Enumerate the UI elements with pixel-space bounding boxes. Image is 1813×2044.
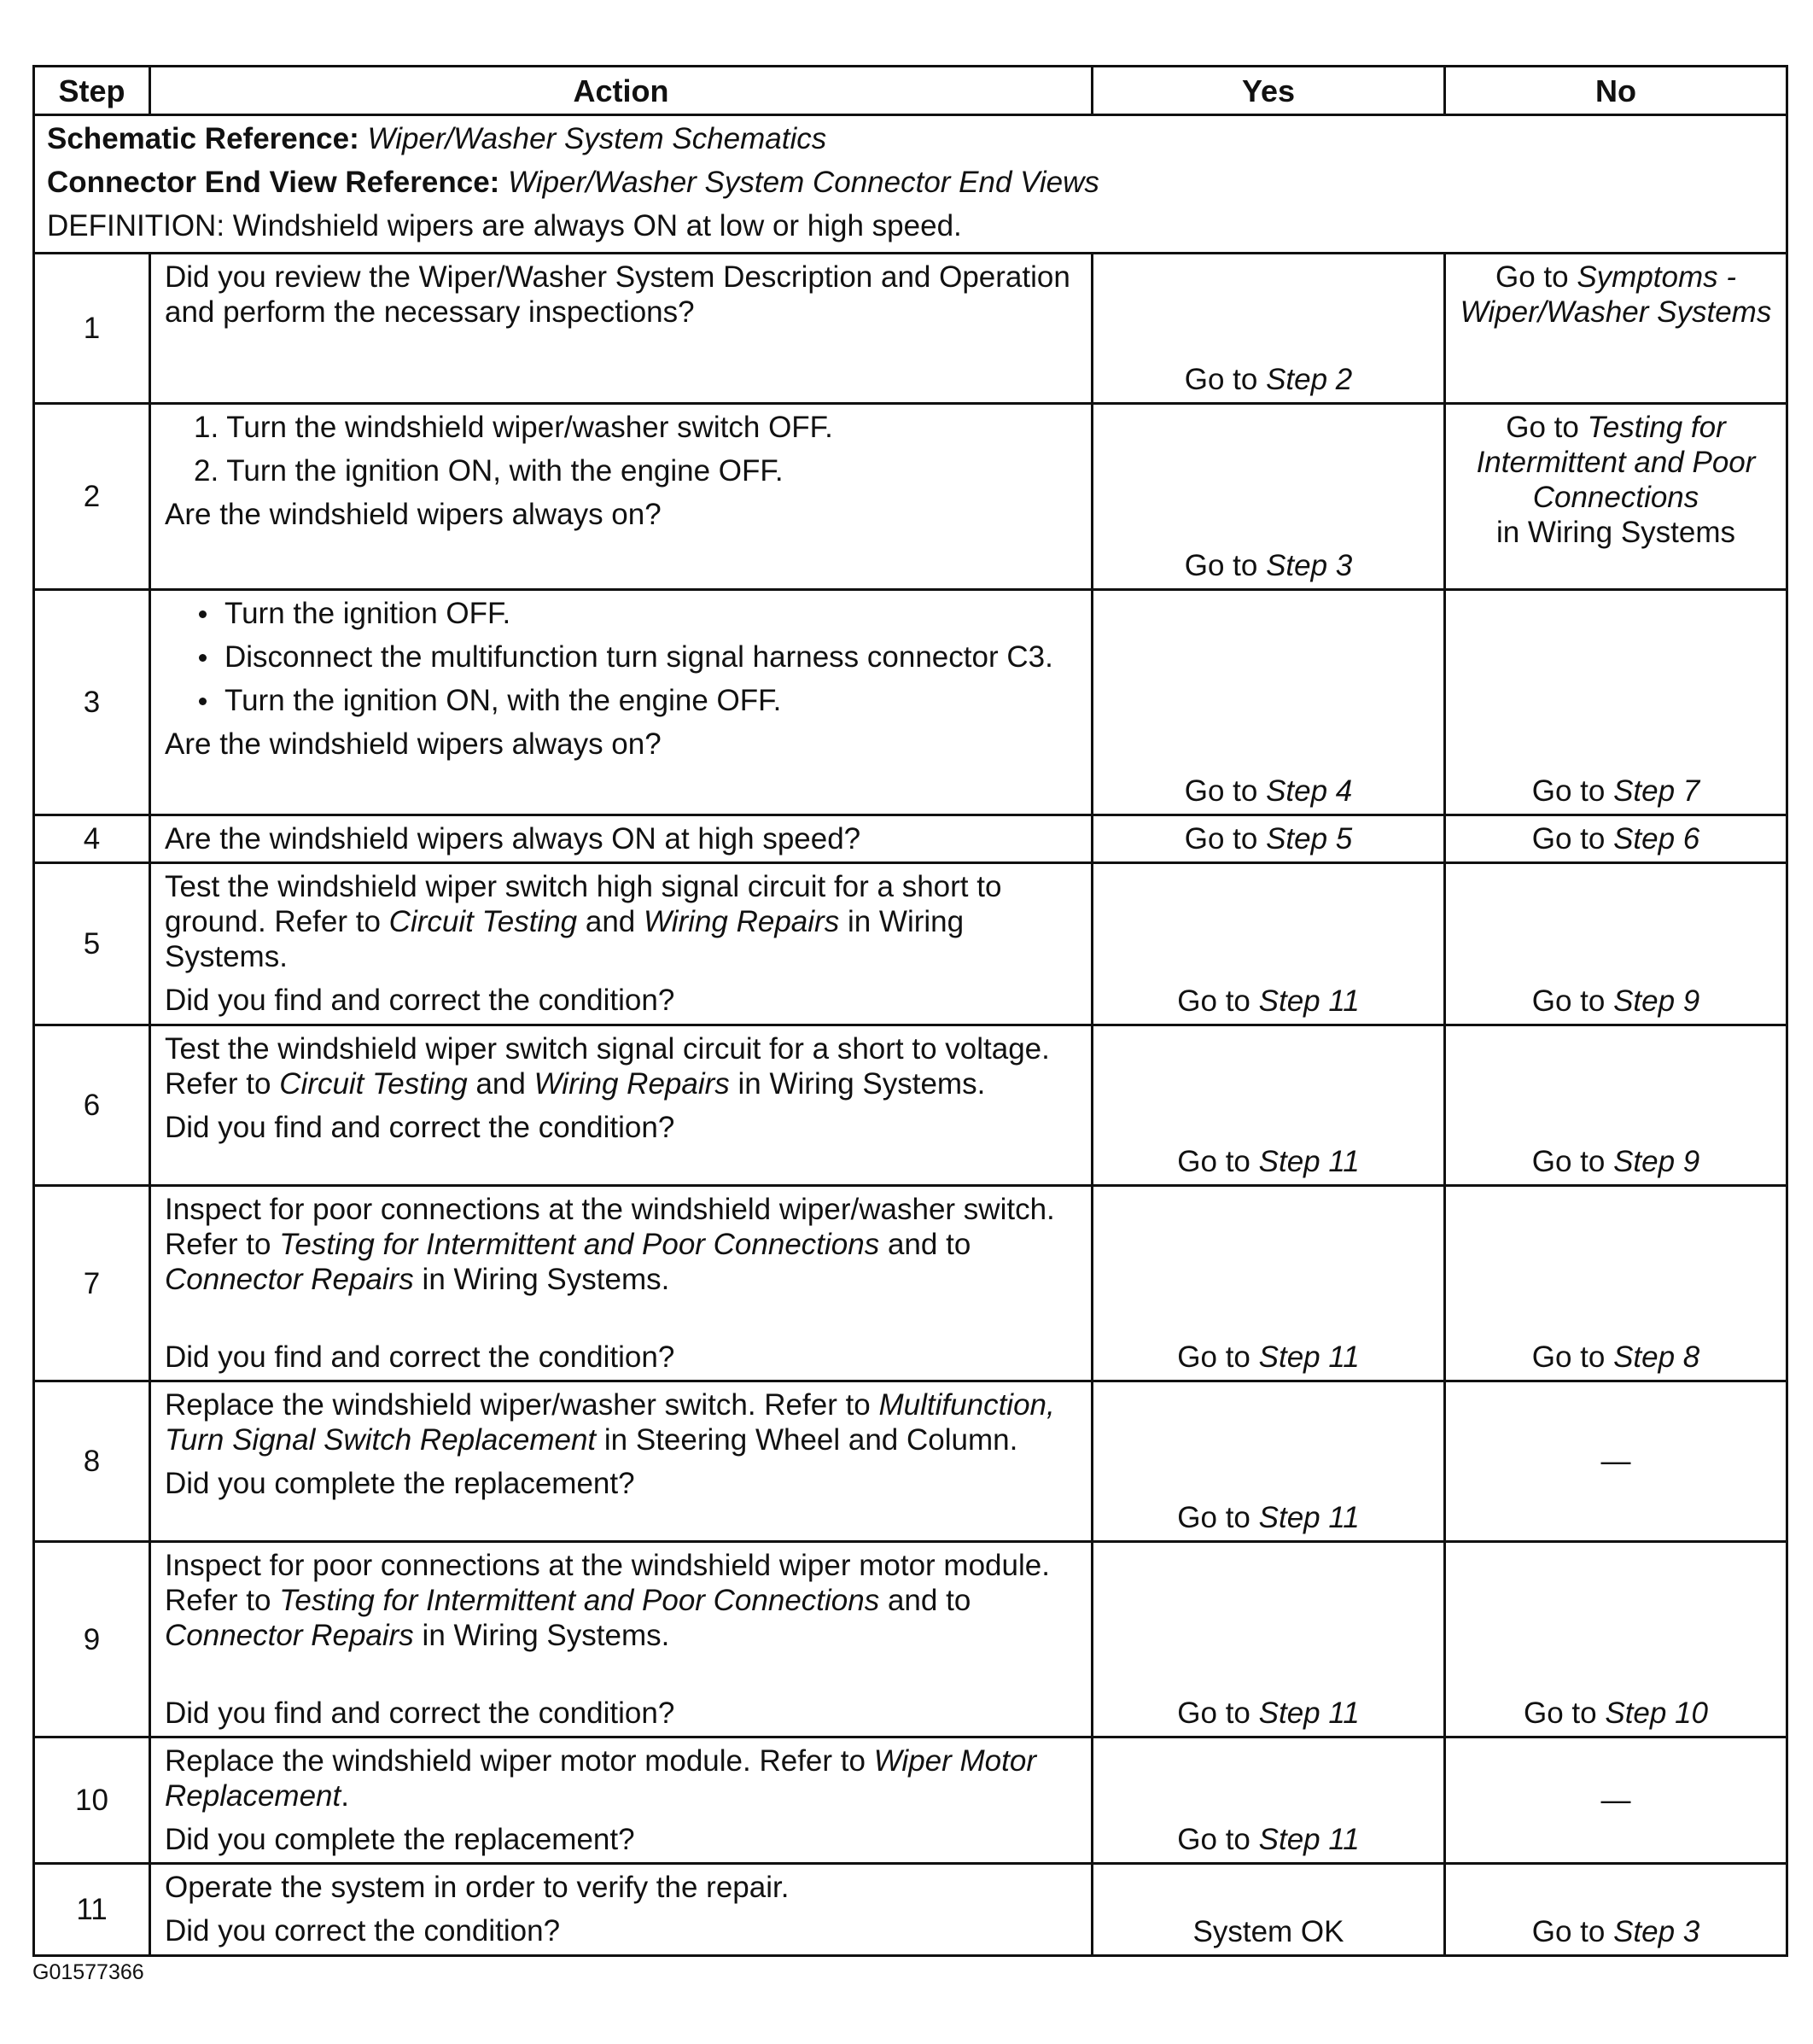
no-goto[interactable]: Go to Step 9 bbox=[1531, 984, 1700, 1018]
yes-goto[interactable]: Go to Step 11 bbox=[1177, 1501, 1360, 1534]
connector-reference bbox=[47, 165, 1774, 200]
step-number: 9 bbox=[34, 1542, 150, 1737]
yes-cell bbox=[1093, 404, 1445, 590]
no-cell bbox=[1445, 254, 1787, 404]
yes-goto[interactable]: Go to Step 2 bbox=[1184, 363, 1353, 396]
step-row-11 bbox=[34, 1864, 1787, 1956]
action-text: Inspect for poor connections at the windshield wiper/washer switch. Refer to Testing for Intermittent and Poor Connections and to Connector Repairs in Wiring Systems. bbox=[165, 1193, 1055, 1296]
yes-cell bbox=[1093, 863, 1445, 1025]
connector-repairs-link[interactable]: Connector Repairs bbox=[165, 1619, 414, 1652]
step-row-1 bbox=[34, 254, 1787, 404]
yes-goto[interactable]: Go to Step 11 bbox=[1177, 1823, 1360, 1856]
figure-id: G01577366 bbox=[32, 1960, 144, 1984]
step-number: 8 bbox=[34, 1381, 150, 1542]
no-goto[interactable]: Go to Step 10 bbox=[1524, 1697, 1708, 1730]
wiring-repairs-link[interactable]: Wiring Repairs bbox=[644, 905, 840, 938]
no-goto[interactable]: Go to Symptoms - Wiper/Washer Systems bbox=[1460, 260, 1772, 329]
step-action bbox=[150, 1381, 1093, 1542]
no-goto[interactable]: Go to Step 8 bbox=[1531, 1340, 1700, 1374]
circuit-testing-link[interactable]: Circuit Testing bbox=[388, 905, 578, 938]
step-number: 4 bbox=[34, 815, 150, 863]
no-cell bbox=[1445, 815, 1787, 863]
no-goto[interactable]: Go to Step 3 bbox=[1531, 1915, 1700, 1948]
yes-goto[interactable]: Go to Step 11 bbox=[1177, 1697, 1360, 1730]
header-no: No bbox=[1445, 67, 1787, 115]
yes-goto[interactable]: Go to Step 11 bbox=[1177, 1340, 1360, 1374]
action-text: Did you review the Wiper/Washer System Description and Operation and perform the necessary inspections? bbox=[165, 260, 1070, 329]
step-row-7 bbox=[34, 1186, 1787, 1381]
yes-cell bbox=[1093, 1864, 1445, 1956]
step-action bbox=[150, 1025, 1093, 1186]
diagnostic-table bbox=[32, 65, 1788, 1957]
yes-cell bbox=[1093, 1381, 1445, 1542]
no-cell bbox=[1445, 863, 1787, 1025]
header-step: Step bbox=[34, 67, 150, 115]
step-row-5 bbox=[34, 863, 1787, 1025]
no-dash: — bbox=[1600, 1445, 1631, 1478]
action-question: Did you find and correct the condition? bbox=[165, 1340, 675, 1374]
action-question: Are the windshield wipers always ON at high speed? bbox=[165, 822, 861, 856]
step-row-8 bbox=[34, 1381, 1787, 1542]
no-dash: — bbox=[1600, 1784, 1631, 1817]
no-cell bbox=[1445, 1025, 1787, 1186]
action-question: Did you find and correct the condition? bbox=[165, 1697, 675, 1730]
numbered-item: 1. Turn the windshield wiper/washer switch OFF. bbox=[194, 411, 833, 444]
action-text: Test the windshield wiper switch signal circuit for a short to voltage. Refer to Circuit Testing and Wiring Repairs in Wiring Systems. bbox=[165, 1032, 1050, 1101]
action-text: Inspect for poor connections at the windshield wiper motor module. Refer to Testing for Intermittent and Poor Connections and to Connector Repairs in Wiring Systems. bbox=[165, 1549, 1050, 1652]
schematic-link[interactable]: Wiper/Washer System Schematics bbox=[367, 122, 827, 155]
step-row-9 bbox=[34, 1542, 1787, 1737]
step-number: 5 bbox=[34, 863, 150, 1025]
action-text: Operate the system in order to verify the repair. bbox=[165, 1871, 790, 1904]
action-text: Replace the windshield wiper motor module. Refer to Wiper Motor Replacement. bbox=[165, 1744, 1036, 1813]
numbered-item: 2. Turn the ignition ON, with the engine OFF. bbox=[194, 454, 784, 488]
bullet-item: Disconnect the multifunction turn signal harness connector C3. bbox=[165, 639, 1077, 675]
action-question: Did you find and correct the condition? bbox=[165, 1111, 675, 1144]
step-action bbox=[150, 590, 1093, 815]
step-number: 10 bbox=[34, 1737, 150, 1864]
no-cell bbox=[1445, 404, 1787, 590]
step-number: 6 bbox=[34, 1025, 150, 1186]
no-goto[interactable]: Go to Testing for Intermittent and Poor Connections bbox=[1476, 411, 1756, 514]
intermittent-testing-link[interactable]: Testing for Intermittent and Poor Connections bbox=[279, 1584, 880, 1617]
action-question: Did you correct the condition? bbox=[165, 1914, 561, 1948]
yes-cell bbox=[1093, 1737, 1445, 1864]
step-row-6 bbox=[34, 1025, 1787, 1186]
no-cell bbox=[1445, 1737, 1787, 1864]
action-question: Are the windshield wipers always on? bbox=[165, 498, 662, 531]
yes-cell bbox=[1093, 815, 1445, 863]
yes-cell bbox=[1093, 1186, 1445, 1381]
step-number: 2 bbox=[34, 404, 150, 590]
step-row-4 bbox=[34, 815, 1787, 863]
step-action bbox=[150, 863, 1093, 1025]
no-cell bbox=[1445, 1186, 1787, 1381]
header-row bbox=[34, 67, 1787, 115]
intermittent-testing-link[interactable]: Testing for Intermittent and Poor Connections bbox=[279, 1228, 880, 1261]
step-row-3 bbox=[34, 590, 1787, 815]
header-yes: Yes bbox=[1093, 67, 1445, 115]
connector-repairs-link[interactable]: Connector Repairs bbox=[165, 1263, 414, 1296]
action-text: Test the windshield wiper switch high signal circuit for a short to ground. Refer to Circuit Testing and Wiring Repairs in Wiring Systems. bbox=[165, 870, 1002, 973]
action-question: Did you complete the replacement? bbox=[165, 1823, 635, 1856]
step-number: 7 bbox=[34, 1186, 150, 1381]
wiring-repairs-link[interactable]: Wiring Repairs bbox=[533, 1067, 730, 1101]
yes-cell bbox=[1093, 1542, 1445, 1737]
yes-goto[interactable]: Go to Step 3 bbox=[1184, 549, 1353, 582]
step-action bbox=[150, 815, 1093, 863]
no-cell bbox=[1445, 1864, 1787, 1956]
step-row-10 bbox=[34, 1737, 1787, 1864]
action-question: Are the windshield wipers always on? bbox=[165, 727, 662, 761]
no-cell bbox=[1445, 1542, 1787, 1737]
connector-label: Connector End View Reference: bbox=[47, 166, 500, 199]
no-goto[interactable]: Go to Step 7 bbox=[1531, 774, 1700, 808]
no-cell bbox=[1445, 1381, 1787, 1542]
definition-text: DEFINITION: Windshield wipers are always ON at low or high speed. bbox=[47, 209, 962, 242]
motor-replacement-link[interactable]: Wiper Motor Replacement bbox=[165, 1744, 1036, 1813]
yes-cell bbox=[1093, 590, 1445, 815]
yes-cell bbox=[1093, 254, 1445, 404]
action-question: Did you find and correct the condition? bbox=[165, 984, 675, 1017]
bullet-item: Turn the ignition ON, with the engine OFF. bbox=[165, 683, 1077, 718]
no-cell bbox=[1445, 590, 1787, 815]
step-action bbox=[150, 254, 1093, 404]
step-row-2 bbox=[34, 404, 1787, 590]
step-number: 3 bbox=[34, 590, 150, 815]
step-action bbox=[150, 1864, 1093, 1956]
yes-goto[interactable]: Go to Step 4 bbox=[1184, 774, 1353, 808]
schematic-reference bbox=[47, 121, 1774, 156]
step-action bbox=[150, 1186, 1093, 1381]
bullet-item: Turn the ignition OFF. bbox=[165, 596, 1077, 631]
schematic-label: Schematic Reference: bbox=[47, 122, 359, 155]
action-question: Did you complete the replacement? bbox=[165, 1467, 635, 1500]
no-goto[interactable]: Go to Step 9 bbox=[1531, 1145, 1700, 1178]
yes-goto[interactable]: Go to Step 5 bbox=[1184, 822, 1353, 856]
reference-row bbox=[34, 115, 1787, 254]
step-action bbox=[150, 1737, 1093, 1864]
action-text: Replace the windshield wiper/washer switch. Refer to Multifunction, Turn Signal Switch Replacement in Steering Wheel and Column. bbox=[165, 1388, 1055, 1457]
no-goto[interactable]: Go to Step 6 bbox=[1531, 822, 1700, 856]
switch-replacement-link[interactable]: Multifunction, Turn Signal Switch Replacement bbox=[165, 1388, 1055, 1457]
connector-link[interactable]: Wiper/Washer System Connector End Views bbox=[508, 166, 1099, 199]
header-action: Action bbox=[150, 67, 1093, 115]
step-action bbox=[150, 1542, 1093, 1737]
step-number: 1 bbox=[34, 254, 150, 404]
circuit-testing-link[interactable]: Circuit Testing bbox=[279, 1067, 468, 1101]
no-suffix: in Wiring Systems bbox=[1495, 516, 1736, 549]
step-action bbox=[150, 404, 1093, 590]
yes-cell bbox=[1093, 1025, 1445, 1186]
yes-goto[interactable]: Go to Step 11 bbox=[1177, 1145, 1360, 1178]
step-number: 11 bbox=[34, 1864, 150, 1956]
reference-cell bbox=[34, 115, 1787, 254]
system-ok: System OK bbox=[1192, 1915, 1344, 1948]
yes-goto[interactable]: Go to Step 11 bbox=[1177, 984, 1360, 1018]
